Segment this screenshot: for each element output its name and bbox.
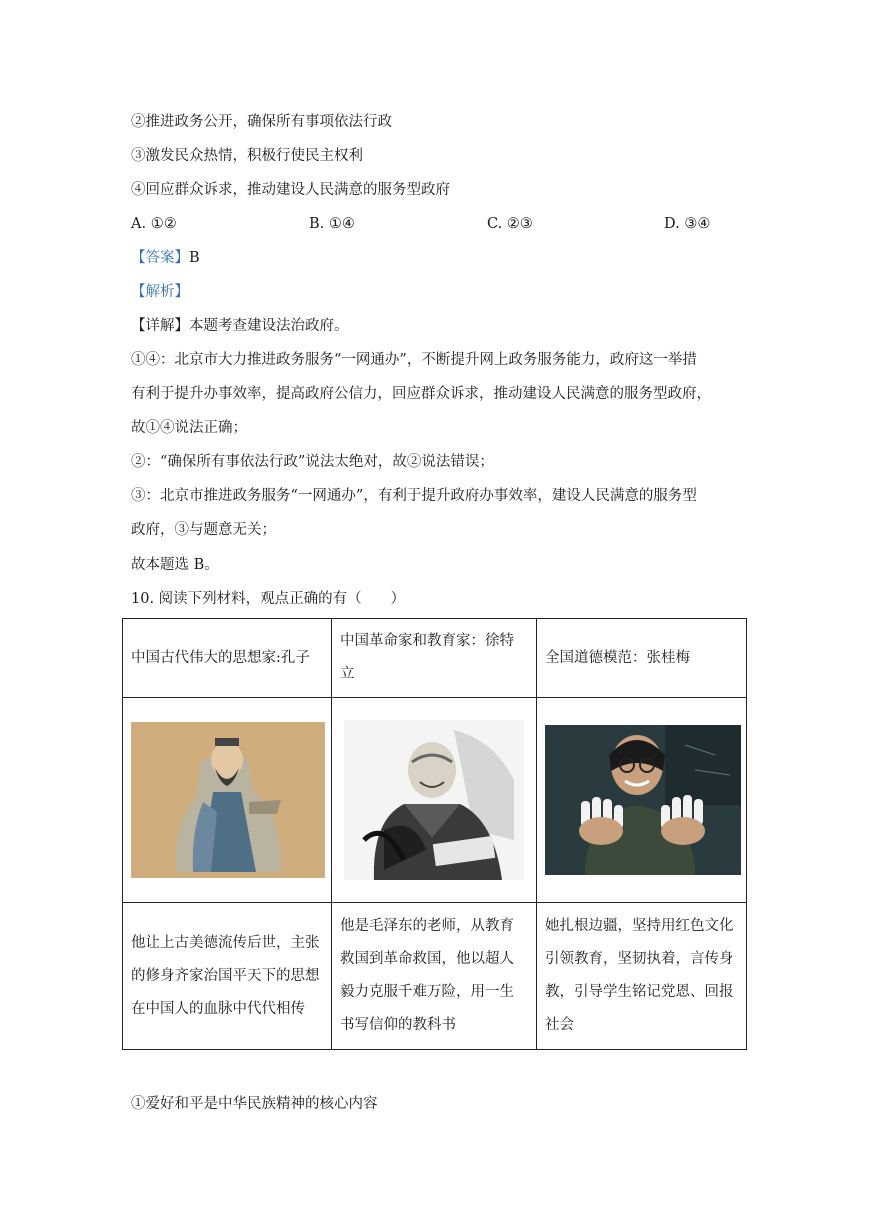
desc-xu-teli: 他是毛泽东的老师，从教育救国到革命救国，他以超人毅力克服千难万险，用一生书写信仰的教科书 (332, 903, 537, 1050)
detail-line-1: 【详解】本题考查建设法治政府。 (131, 318, 349, 334)
image-cell-xu-teli (332, 698, 537, 903)
detail-line-7: 政府，③与题意无关； (131, 522, 276, 538)
detail-line-4: 故①④说法正确； (131, 420, 247, 436)
option-line-3: ③激发民众热情，积极行使民主权利 (131, 148, 363, 164)
header-confucius: 中国古代伟大的思想家:孔子 (123, 619, 332, 698)
answer-value: B (189, 250, 200, 266)
option-line-2: ②推进政务公开，确保所有事项依法行政 (131, 114, 392, 130)
choice-c: C. ②③ (487, 216, 533, 232)
choice-d: D. ③④ (664, 216, 711, 232)
header-xu-teli: 中国革命家和教育家：徐特立 (332, 619, 537, 698)
desc-confucius: 他让上古美德流传后世，主张的修身齐家治国平天下的思想在中国人的血脉中代代相传 (123, 903, 332, 1050)
xu-teli-portrait (344, 720, 524, 880)
table-header-row (123, 619, 747, 698)
desc-zhang-guimei: 她扎根边疆，坚持用红色文化引领教育，坚韧执着，言传身教，引导学生铭记党恩、回报社会 (537, 903, 747, 1050)
detail-line-3: 有利于提升办事效率，提高政府公信力，回应群众诉求，推动建设人民满意的服务型政府， (131, 386, 711, 402)
material-table (122, 618, 747, 1050)
image-cell-confucius (123, 698, 332, 903)
image-cell-zhang-guimei (537, 698, 747, 903)
header-zhang-guimei: 全国道德模范：张桂梅 (537, 619, 747, 698)
table-image-row (123, 698, 747, 903)
statement-1: ①爱好和平是中华民族精神的核心内容 (131, 1096, 378, 1112)
table-description-row (123, 903, 747, 1050)
detail-line-6: ③：北京市推进政务服务“一网通办”，有利于提升政府办事效率，建设人民满意的服务型 (131, 488, 697, 504)
choice-b: B. ①④ (309, 216, 355, 232)
option-line-4: ④回应群众诉求，推动建设人民满意的服务型政府 (131, 182, 450, 198)
detail-line-5: ②：“确保所有事依法行政”说法太绝对，故②说法错误； (131, 454, 494, 470)
choice-a: A. ①② (131, 216, 177, 232)
detail-line-2: ①④：北京市大力推进政务服务“一网通办”，不断提升网上政务服务能力，政府这一举措 (131, 352, 697, 368)
detail-line-8: 故本题选 B。 (131, 557, 219, 573)
confucius-portrait (131, 722, 325, 878)
question-10: 10. 阅读下列材料，观点正确的有（ ） (131, 591, 406, 607)
analysis-label: 【解析】 (131, 284, 189, 300)
answer-line (131, 248, 200, 268)
answer-label: 【答案】 (131, 250, 189, 266)
zhang-guimei-photo (545, 725, 741, 875)
